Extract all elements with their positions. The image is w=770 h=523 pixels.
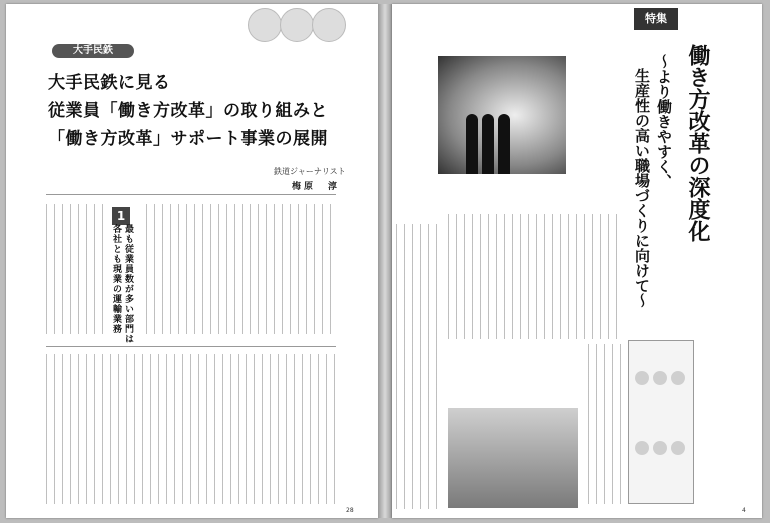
- article-title-line-1: 大手民鉄に見る: [48, 73, 171, 93]
- booklet-illustration: [635, 371, 649, 385]
- booklet-illustration: [671, 371, 685, 385]
- feature-badge: 特集: [634, 8, 678, 30]
- booklet-illustration: [653, 441, 667, 455]
- feature-subtitle-a: ～より働きやすく、: [655, 54, 673, 189]
- divider: [46, 346, 336, 347]
- page-number: 4: [742, 507, 746, 514]
- article-title-line-3: 「働き方改革」サポート事業の展開: [48, 129, 328, 149]
- article-title-line-2: 従業員「働き方改革」の取り組みと: [48, 101, 328, 121]
- body-text-column: [396, 224, 444, 509]
- book-gutter: [378, 4, 392, 518]
- section-title-b: 各社とも現業の運輸業務: [111, 224, 121, 334]
- booklet-illustration: [653, 371, 667, 385]
- author-role: 鉄道ジャーナリスト: [274, 167, 346, 176]
- body-text-column: [448, 214, 624, 339]
- booklet-illustration: [635, 441, 649, 455]
- person-silhouette: [466, 114, 478, 174]
- meeting-icon: [248, 8, 282, 42]
- vr-room-photo: [438, 56, 566, 174]
- divider: [46, 194, 336, 195]
- person-silhouette: [482, 114, 494, 174]
- office-photo: [448, 408, 578, 508]
- category-tag: 大手民鉄: [52, 44, 134, 58]
- feature-subtitle-b: 生産性の高い職場づくりに向けて～: [633, 68, 651, 308]
- presentation-icon: [312, 8, 346, 42]
- header-illustration: [244, 4, 346, 44]
- author-name: 梅原 淳: [292, 182, 341, 192]
- office-icon: [280, 8, 314, 42]
- section-number: 1: [112, 207, 130, 225]
- left-page: [6, 4, 378, 518]
- body-text-column: [146, 204, 336, 334]
- page-number: 28: [346, 507, 354, 514]
- section-title-a: 最も従業員数が多い部門は: [123, 224, 133, 344]
- body-text-column: [46, 354, 336, 504]
- body-text-column: [46, 204, 106, 334]
- booklet-illustration: [671, 441, 685, 455]
- person-silhouette: [498, 114, 510, 174]
- right-page: [392, 4, 762, 518]
- booklet-image: [628, 340, 694, 504]
- body-text-column: [588, 344, 622, 504]
- feature-headline: 働き方改革の深度化: [685, 44, 710, 242]
